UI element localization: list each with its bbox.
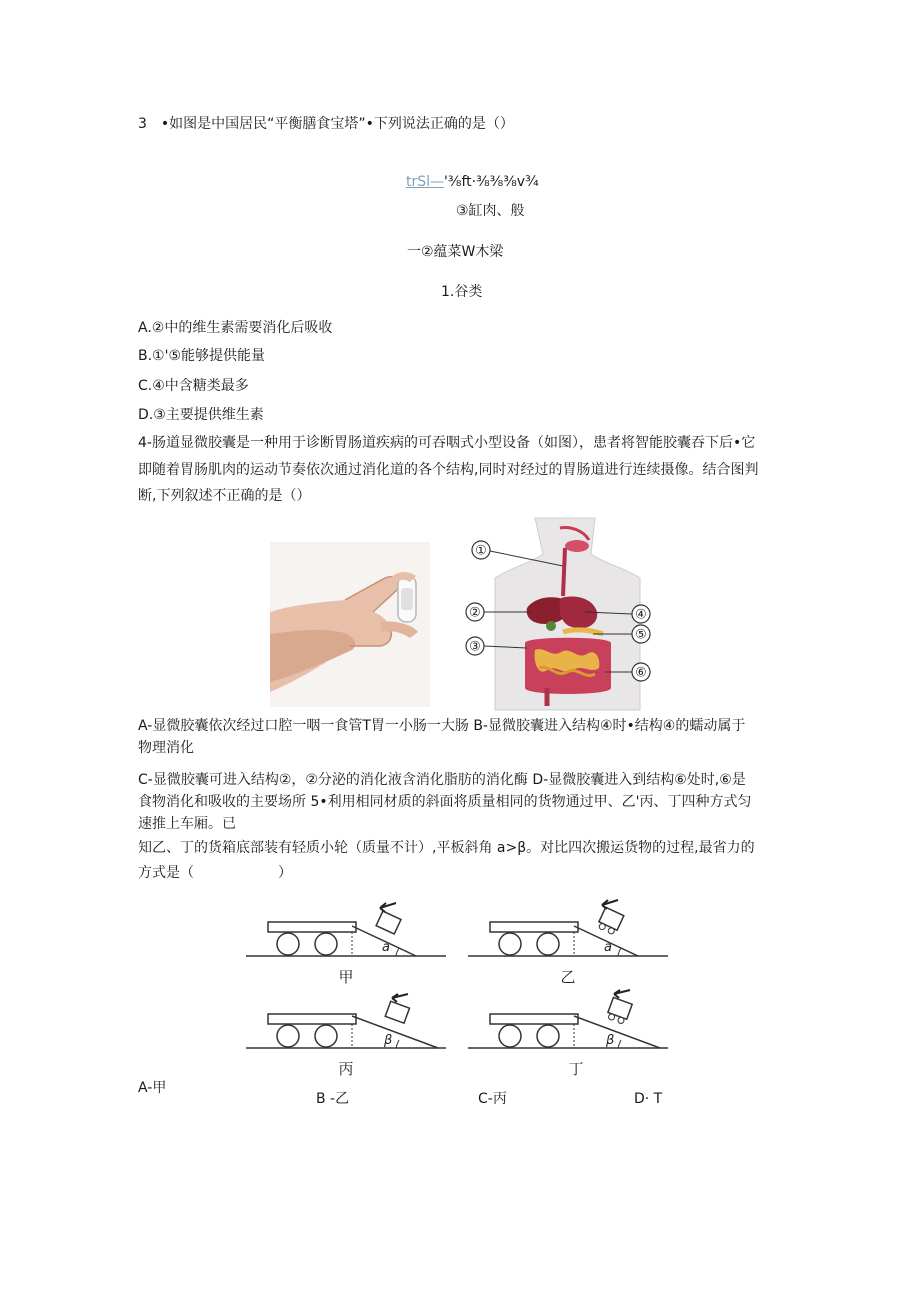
svg-text:③: ③ xyxy=(469,639,481,655)
capsule-hand-photo xyxy=(270,542,430,707)
svg-text:④: ④ xyxy=(635,607,647,623)
diagram-name-jia: 甲 xyxy=(338,968,354,986)
svg-text:①: ① xyxy=(475,543,487,559)
ramp-diagram-bing xyxy=(246,998,446,1080)
q5-option-b: B -乙 xyxy=(316,1091,350,1107)
q3-option-b: B.①'⑤能够提供能量 xyxy=(138,348,266,364)
q4-stem-line-2: 即随着胃肠肌肉的运动节奏依次通过消化道的各个结构,同时对经过的胃肠道进行连续摄像。结合图判 xyxy=(138,462,759,478)
q5-option-c: C-丙 xyxy=(478,1091,507,1107)
q4-options-cd-line-1: C-显微胶囊可进入结构②，②分泌的消化液含消化脂肪的消化酶 D-显微胶囊进入到结构⑥处时,⑥是 xyxy=(138,772,746,788)
q3-option-a: A.②中的维生素需要消化后吸收 xyxy=(138,320,333,336)
pyramid-level-3: ③缸肉、般 xyxy=(456,203,525,219)
q3-option-d: D.③主要提供维生素 xyxy=(138,407,264,423)
svg-text:⑥: ⑥ xyxy=(635,665,647,681)
angle-label-bing: β xyxy=(384,1033,393,1048)
svg-text:②: ② xyxy=(469,605,481,621)
angle-label-jia: a xyxy=(382,940,390,955)
diagram-name-yi: 乙 xyxy=(560,968,576,986)
q3-stem: 3 •如图是中国居民“平衡膳食宝塔”•下列说法正确的是（） xyxy=(138,116,514,132)
q5-option-a: A-甲 xyxy=(138,1080,167,1096)
pyramid-garbled-text: '⅜ft·⅜⅜⅜v¾ xyxy=(444,174,539,190)
diagram-name-bing: 丙 xyxy=(338,1060,354,1078)
q5-option-d: D· T xyxy=(634,1091,663,1107)
q4-options-cd-line-3: 速推上车厢。已 xyxy=(138,816,236,832)
ramp-diagram-jia xyxy=(246,904,446,992)
ramp-diagram-yi xyxy=(468,904,668,992)
q4-stem-line-1: 4-肠道显微胶囊是一种用于诊断胃肠道疾病的可吞咽式小型设备（如图），患者将智能胶囊吞下后•它 xyxy=(138,435,756,451)
q4-stem-line-3: 断,下列叙述不正确的是（） xyxy=(138,488,311,504)
pyramid-garbled-link: trSl— xyxy=(406,174,445,190)
angle-label-ding: β xyxy=(606,1033,615,1048)
q4-options-ab-line-1: A-显微胶囊依次经过口腔一咽一食管T胃一小肠一大肠 B-显微胶囊进入结构④时•结构④的蠕动属于 xyxy=(138,718,746,734)
q5-stem-line-2: 方式是（ ） xyxy=(138,865,292,881)
svg-text:⑤: ⑤ xyxy=(635,627,647,643)
pyramid-level-1: 1.谷类 xyxy=(441,284,483,300)
angle-label-yi: a xyxy=(604,940,612,955)
q3-option-c: C.④中含糖类最多 xyxy=(138,378,249,394)
q4-options-ab-line-2: 物理消化 xyxy=(138,740,194,756)
pyramid-level-2: 一②蕴菜W木梁 xyxy=(407,244,504,260)
ramp-diagram-ding xyxy=(468,998,668,1080)
q5-stem-line-1: 知乙、丁的货箱底部装有轻质小轮（质量不计）,平板斜角 a>β。对比四次搬运货物的过程,最省力的 xyxy=(138,840,755,856)
q4-options-cd-line-2: 食物消化和吸收的主要场所 5•利用相同材质的斜面将质量相同的货物通过甲、乙'丙、丁四种方式匀 xyxy=(138,794,752,810)
diagram-name-ding: 丁 xyxy=(568,1060,584,1078)
pyramid-figure-caption xyxy=(406,172,539,192)
digestive-system-diagram xyxy=(465,518,670,710)
